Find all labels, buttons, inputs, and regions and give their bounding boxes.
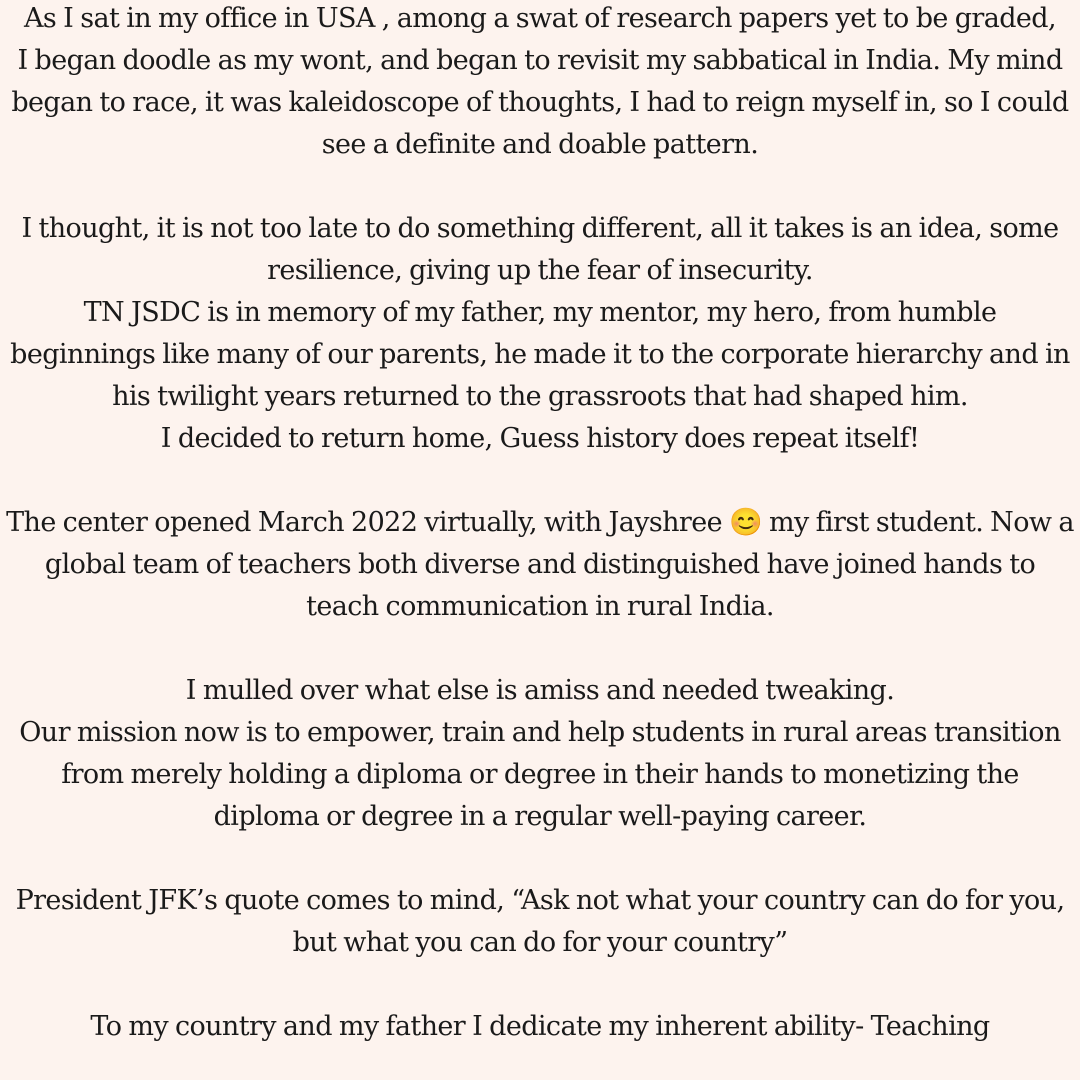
text-line: The center opened March 2022 virtually, with Jayshree 😊 my first student. Now a xyxy=(6,507,1074,538)
text-line: see a definite and doable pattern. xyxy=(321,129,759,160)
text-line: I began doodle as my wont, and began to revisit my sabbatical in India. My mind xyxy=(17,45,1063,76)
blank-line xyxy=(0,460,1080,502)
blank-line xyxy=(0,628,1080,670)
text-line: beginnings like many of our parents, he made it to the corporate hierarchy and in xyxy=(10,339,1070,370)
blank-line xyxy=(0,964,1080,1006)
text-line: but what you can do for your country” xyxy=(292,927,788,958)
text-line: As I sat in my office in USA , among a swat of research papers yet to be graded, xyxy=(24,3,1056,34)
text-line: I thought, it is not too late to do something different, all it takes is an idea, some xyxy=(21,213,1059,244)
text-line: To my country and my father I dedicate my inherent ability- Teaching xyxy=(90,1011,990,1042)
blank-line xyxy=(0,838,1080,880)
text-line: Our mission now is to empower, train and help students in rural areas transition xyxy=(19,717,1061,748)
text-line: from merely holding a diploma or degree in their hands to monetizing the xyxy=(61,759,1019,790)
blank-line xyxy=(0,166,1080,208)
text-line: resilience, giving up the fear of insecurity. xyxy=(267,255,813,286)
text-line: diploma or degree in a regular well-paying career. xyxy=(213,801,867,832)
text-line: his twilight years returned to the grassroots that had shaped him. xyxy=(112,381,968,412)
text-line: TN JSDC is in memory of my father, my mentor, my hero, from humble xyxy=(83,297,997,328)
text-line: teach communication in rural India. xyxy=(306,591,774,622)
text-line: I mulled over what else is amiss and needed tweaking. xyxy=(185,675,895,706)
text-line: global team of teachers both diverse and distinguished have joined hands to xyxy=(44,549,1036,580)
text-line: President JFK’s quote comes to mind, “Ask not what your country can do for you, xyxy=(15,885,1065,916)
text-line: began to race, it was kaleidoscope of thoughts, I had to reign myself in, so I could xyxy=(11,87,1069,118)
text-line: I decided to return home, Guess history does repeat itself! xyxy=(160,423,920,454)
